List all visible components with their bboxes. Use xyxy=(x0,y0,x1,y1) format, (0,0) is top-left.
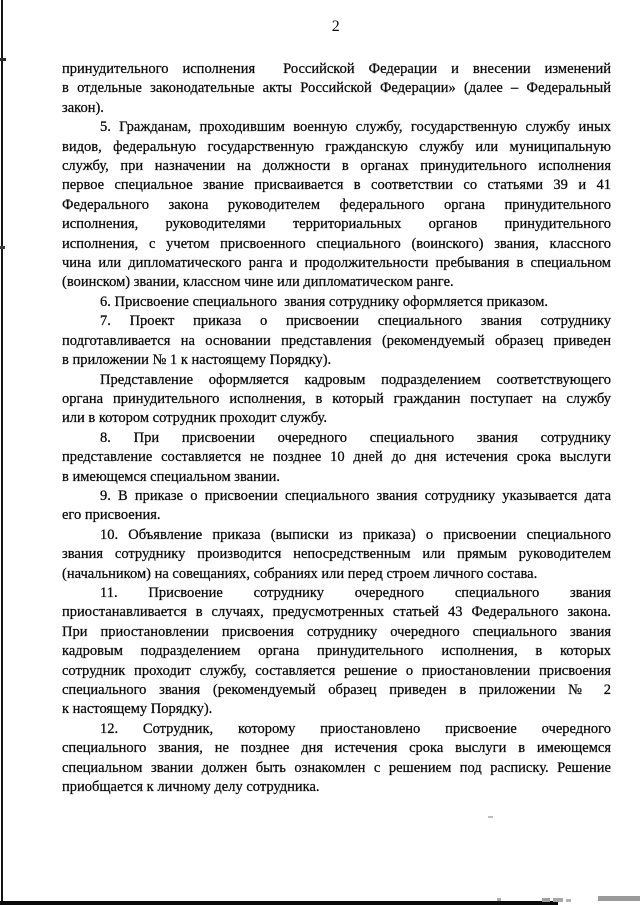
scan-artifact-gray-bar xyxy=(598,896,640,901)
text-line: представление составляется не позднее 10 дней до дня истечения срока выслуги xyxy=(62,449,611,466)
text-line: кадровым подразделением органа принудительного исполнения, в которых xyxy=(62,643,611,660)
scan-artifact-gray-dash xyxy=(542,898,550,902)
text-line: в отдельные законодательные акты Российской Федерации» (далее – Федеральный xyxy=(62,80,611,97)
text-line: 6. Присвоение специального звания сотруднику оформляется приказом. xyxy=(100,293,549,310)
text-line: принудительного исполнения Российской Федерации и внесении изменений xyxy=(62,61,611,77)
text-line: приостанавливается в случаях, предусмотренных статьей 43 Федерального закона. xyxy=(62,604,611,621)
text-line: органа принудительного исполнения, в который гражданин поступает на службу xyxy=(62,390,611,407)
paragraph xyxy=(62,720,611,798)
scan-artifact-bottom-bar xyxy=(0,901,558,905)
text-line: 12. Сотрудник, которому приостановлено присвоение очередного xyxy=(100,720,611,737)
text-line: специальном звании должен быть ознакомлен с решением под расписку. Решение xyxy=(62,759,611,776)
paragraph xyxy=(62,371,611,429)
document-body xyxy=(62,60,611,797)
paragraph xyxy=(62,429,611,487)
text-line: в приложении № 1 к настоящему Порядку). xyxy=(62,352,332,369)
text-line: к настоящему Порядку). xyxy=(62,701,213,718)
text-line: звания сотруднику производится непосредственным или прямым руководителем xyxy=(62,546,611,563)
paragraph xyxy=(62,293,611,312)
text-line: его присвоения. xyxy=(62,507,161,524)
text-line: При приостановлении присвоения сотруднику очередного специального звания xyxy=(62,623,611,640)
text-line: специального звания (рекомендуемый образец приведен в приложении № 2 xyxy=(62,682,611,698)
text-line: видов, федеральную государственную гражданскую службу или муниципальную xyxy=(62,138,611,155)
text-line: Представление оформляется кадровым подразделением соответствующего xyxy=(100,371,611,388)
paragraph xyxy=(62,584,611,720)
text-line: 7. Проект приказа о присвоении специального звания сотруднику xyxy=(100,313,611,330)
text-line: в имеющемся специальном звании. xyxy=(62,468,281,485)
text-line: исполнения, руководителями территориальных органов принудительного xyxy=(62,216,611,233)
page-number: 2 xyxy=(331,18,341,35)
text-line: закон). xyxy=(62,99,104,116)
paragraph xyxy=(62,60,611,118)
paragraph xyxy=(62,118,611,293)
text-line: (начальником) на совещаниях, собраниях или перед строем личного состава. xyxy=(62,565,538,582)
scan-artifact-tick xyxy=(0,58,6,61)
text-line: чина или дипломатического ранга и продолжительности пребывания в специальном xyxy=(62,255,611,272)
text-line: 11. Присвоение сотруднику очередного специального звания xyxy=(100,584,611,601)
text-line: первое специальное звание присваивается в соответствии со статьями 39 и 41 xyxy=(62,177,611,194)
text-line: 8. При присвоении очередного специального звания сотруднику xyxy=(100,429,611,446)
text-line: (воинском) звании, классном чине или дипломатическом ранге. xyxy=(62,274,454,291)
text-line: подготавливается на основании представления (рекомендуемый образец приведен xyxy=(62,332,611,349)
text-line: приобщается к личному делу сотрудника. xyxy=(62,779,320,796)
text-line: Федерального закона руководителем федерального органа принудительного xyxy=(62,196,611,213)
scan-artifact-gray-dash xyxy=(566,899,571,902)
paragraph xyxy=(62,312,611,370)
scan-artifact-tick xyxy=(0,246,5,249)
text-line: 9. В приказе о присвоении специального звания сотруднику указывается дата xyxy=(100,487,611,504)
scan-artifact-gray-dash xyxy=(553,898,563,902)
text-line: специального звания, не позднее дня истечения срока выслуги в имеющемся xyxy=(62,740,611,757)
text-line: или в котором сотрудник проходит службу. xyxy=(62,410,327,427)
scan-artifact-speck xyxy=(488,816,493,818)
text-line: службу, при назначении на должности в органах принудительного исполнения xyxy=(62,158,611,175)
text-line: сотрудник проходит службу, составляется решение о приостановлении присвоения xyxy=(62,662,611,679)
text-line: 10. Объявление приказа (выписки из приказа) о присвоении специального xyxy=(100,526,611,543)
paragraph xyxy=(62,487,611,526)
scan-artifact-gray-dot xyxy=(497,898,501,901)
text-line: 5. Гражданам, проходившим военную службу, государственную службу иных xyxy=(100,119,611,136)
scan-artifact-left-edge-line xyxy=(1,0,3,905)
text-line: исполнения, с учетом присвоенного специального (воинского) звания, классного xyxy=(62,235,611,252)
paragraph xyxy=(62,526,611,584)
